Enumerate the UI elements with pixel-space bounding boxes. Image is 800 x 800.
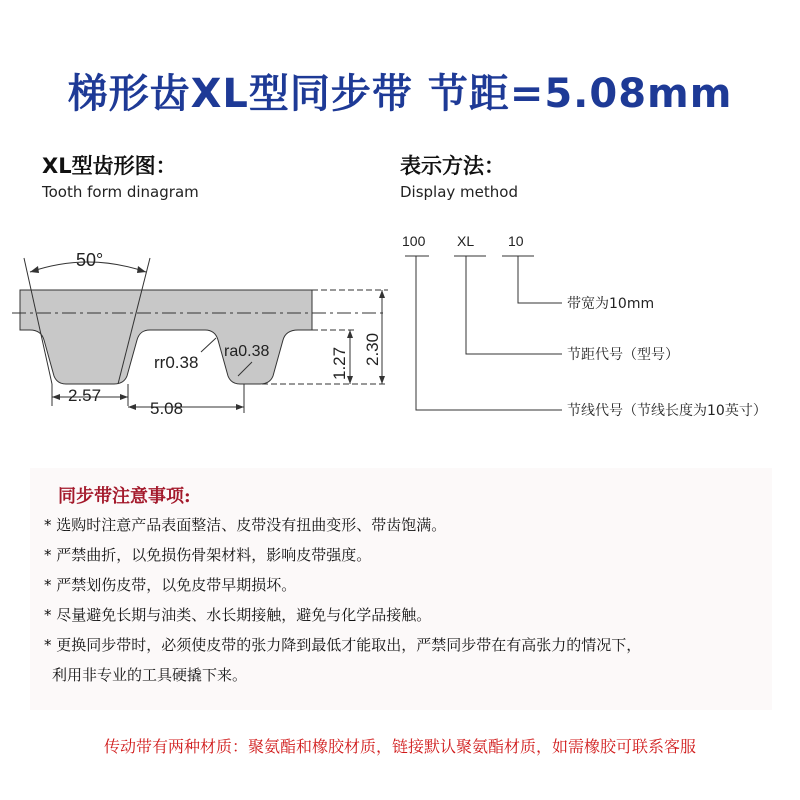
dim-tooth-width: 2.57 — [68, 386, 102, 405]
desc-width: 带宽为10mm — [567, 296, 655, 312]
dim-arrow-2-30-bottom — [379, 376, 385, 384]
angle-label: 50° — [76, 250, 104, 270]
dim-pitch: 5.08 — [150, 399, 184, 418]
code-width: 10 — [508, 233, 524, 249]
dim-arrow-5-08-left — [128, 404, 136, 410]
page-title: 梯形齿XL型同步带 节距=5.08mm — [67, 71, 733, 117]
footer-note: 传动带有两种材质：聚氨酯和橡胶材质，链接默认聚氨酯材质，如需橡胶可联系客服 — [103, 737, 696, 756]
note-item-continuation: 利用非专业的工具硬撬下来。 — [52, 666, 248, 684]
note-item: * 严禁划伤皮带，以免皮带早期损坏。 — [44, 576, 297, 594]
connector-width — [518, 256, 562, 303]
dim-arrow-2-57-left — [52, 394, 60, 400]
note-item: * 选购时注意产品表面整洁、皮带没有扭曲变形、带齿饱满。 — [44, 516, 447, 534]
tooth-form-heading: XL型齿形图： — [42, 154, 177, 178]
angle-arrow-left — [30, 266, 39, 273]
dim-tooth-height: 1.27 — [330, 346, 349, 380]
tooth-form-subheading: Tooth form dinagram — [42, 183, 199, 201]
notes-title: 同步带注意事项: — [58, 486, 191, 507]
desc-length: 节线代号（节线长度为10英寸） — [567, 403, 767, 419]
dim-total-height: 2.30 — [363, 332, 382, 366]
note-item: * 更换同步带时，必须使皮带的张力降到最低才能取出，严禁同步带在有高张力的情况下， — [44, 636, 642, 654]
dim-arrow-5-08-right — [236, 404, 244, 410]
dim-arrow-2-57-right — [120, 394, 128, 400]
angle-arrow-right — [137, 266, 146, 273]
note-item: * 尽量避免长期与油类、水长期接触，避免与化学品接触。 — [44, 606, 432, 624]
notes-panel — [30, 468, 772, 710]
display-method-subheading: Display method — [400, 183, 518, 201]
rr-leader — [201, 338, 216, 352]
connector-pitch — [466, 256, 562, 354]
ra-label: ra0.38 — [224, 343, 270, 360]
rr-label: rr0.38 — [154, 353, 199, 372]
code-pitch: XL — [457, 233, 475, 249]
code-length: 100 — [402, 233, 426, 249]
display-method-heading: 表示方法： — [400, 154, 505, 178]
note-item: * 严禁曲折，以免损伤骨架材料，影响皮带强度。 — [44, 546, 372, 564]
dim-arrow-2-30-top — [379, 290, 385, 298]
desc-pitch: 节距代号（型号） — [567, 347, 679, 363]
connector-length — [416, 256, 562, 410]
dim-arrow-1-27-top — [347, 330, 353, 338]
